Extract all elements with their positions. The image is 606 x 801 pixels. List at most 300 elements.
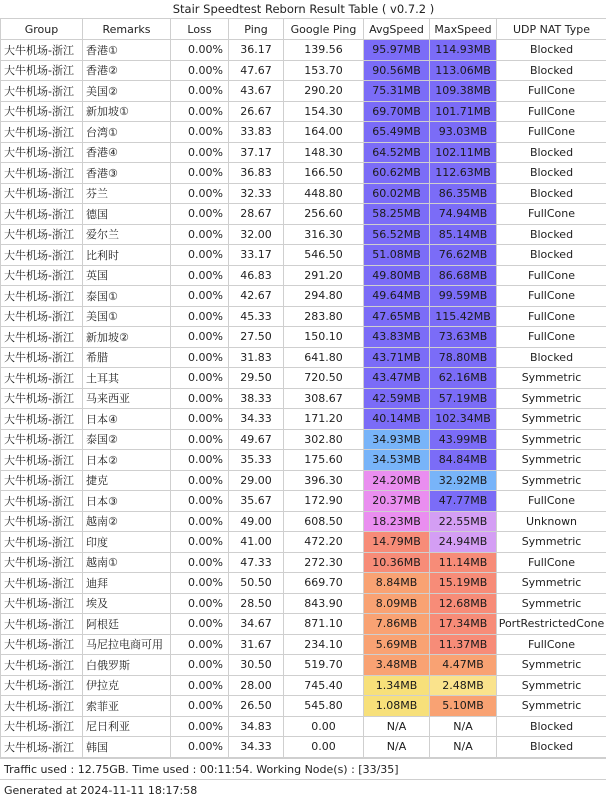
cell-avg-speed: 95.97MB — [364, 40, 430, 61]
cell-ping: 34.83 — [229, 716, 284, 737]
cell-ping: 50.50 — [229, 573, 284, 594]
cell-ping: 34.33 — [229, 737, 284, 758]
table-row — [1, 511, 606, 532]
cell-avg-speed: 34.93MB — [364, 429, 430, 450]
cell-group: 大牛机场-浙江 — [1, 265, 83, 286]
cell-group: 大牛机场-浙江 — [1, 40, 83, 61]
cell-loss: 0.00% — [171, 142, 229, 163]
cell-remarks: 新加坡① — [83, 101, 171, 122]
cell-avg-speed: 3.48MB — [364, 655, 430, 676]
cell-max-speed: 113.06MB — [430, 60, 497, 81]
cell-udp-nat-type: FullCone — [497, 552, 606, 573]
cell-loss: 0.00% — [171, 491, 229, 512]
cell-avg-speed: 47.65MB — [364, 306, 430, 327]
cell-group: 大牛机场-浙江 — [1, 60, 83, 81]
cell-max-speed: 101.71MB — [430, 101, 497, 122]
cell-udp-nat-type: Blocked — [497, 142, 606, 163]
cell-udp-nat-type: FullCone — [497, 327, 606, 348]
cell-remarks: 日本④ — [83, 409, 171, 430]
cell-google-ping: 545.80 — [284, 696, 364, 717]
cell-ping: 43.67 — [229, 81, 284, 102]
cell-avg-speed: 34.53MB — [364, 450, 430, 471]
table-row — [1, 245, 606, 266]
cell-loss: 0.00% — [171, 327, 229, 348]
cell-avg-speed: 14.79MB — [364, 532, 430, 553]
cell-avg-speed: 10.36MB — [364, 552, 430, 573]
cell-remarks: 比利时 — [83, 245, 171, 266]
cell-ping: 45.33 — [229, 306, 284, 327]
cell-loss: 0.00% — [171, 552, 229, 573]
cell-google-ping: 745.40 — [284, 675, 364, 696]
cell-loss: 0.00% — [171, 368, 229, 389]
cell-max-speed: 84.84MB — [430, 450, 497, 471]
cell-google-ping: 316.30 — [284, 224, 364, 245]
cell-group: 大牛机场-浙江 — [1, 122, 83, 143]
cell-ping: 36.83 — [229, 163, 284, 184]
table-row — [1, 122, 606, 143]
cell-google-ping: 0.00 — [284, 737, 364, 758]
cell-avg-speed: 7.86MB — [364, 614, 430, 635]
cell-udp-nat-type: Symmetric — [497, 450, 606, 471]
cell-ping: 28.00 — [229, 675, 284, 696]
cell-loss: 0.00% — [171, 265, 229, 286]
cell-google-ping: 175.60 — [284, 450, 364, 471]
cell-max-speed: 102.11MB — [430, 142, 497, 163]
cell-ping: 26.67 — [229, 101, 284, 122]
cell-max-speed: N/A — [430, 737, 497, 758]
cell-max-speed: 43.99MB — [430, 429, 497, 450]
cell-avg-speed: 43.83MB — [364, 327, 430, 348]
cell-google-ping: 720.50 — [284, 368, 364, 389]
cell-ping: 28.67 — [229, 204, 284, 225]
cell-group: 大牛机场-浙江 — [1, 204, 83, 225]
cell-avg-speed: 20.37MB — [364, 491, 430, 512]
cell-group: 大牛机场-浙江 — [1, 368, 83, 389]
cell-remarks: 新加坡② — [83, 327, 171, 348]
footer-traffic: Traffic used : 12.75GB. Time used : 00:11:54. Working Node(s) : [33/35] — [0, 758, 606, 779]
table-title: Stair Speedtest Reborn Result Table ( v0.7.2 ) — [1, 0, 606, 19]
cell-remarks: 马尼拉电商可用 — [83, 634, 171, 655]
header-row — [1, 19, 606, 40]
cell-google-ping: 256.60 — [284, 204, 364, 225]
table-row — [1, 327, 606, 348]
table-row — [1, 347, 606, 368]
cell-max-speed: 112.63MB — [430, 163, 497, 184]
cell-loss: 0.00% — [171, 593, 229, 614]
table-row — [1, 470, 606, 491]
cell-ping: 41.00 — [229, 532, 284, 553]
cell-remarks: 尼日利亚 — [83, 716, 171, 737]
cell-avg-speed: 75.31MB — [364, 81, 430, 102]
cell-ping: 35.67 — [229, 491, 284, 512]
cell-loss: 0.00% — [171, 511, 229, 532]
cell-loss: 0.00% — [171, 163, 229, 184]
cell-group: 大牛机场-浙江 — [1, 696, 83, 717]
cell-google-ping: 641.80 — [284, 347, 364, 368]
cell-avg-speed: 1.08MB — [364, 696, 430, 717]
cell-remarks: 印度 — [83, 532, 171, 553]
cell-ping: 38.33 — [229, 388, 284, 409]
cell-avg-speed: 18.23MB — [364, 511, 430, 532]
cell-remarks: 白俄罗斯 — [83, 655, 171, 676]
cell-max-speed: 11.37MB — [430, 634, 497, 655]
cell-max-speed: 2.48MB — [430, 675, 497, 696]
header-google-ping: Google Ping — [284, 19, 364, 40]
cell-remarks: 索菲亚 — [83, 696, 171, 717]
cell-loss: 0.00% — [171, 286, 229, 307]
table-row — [1, 224, 606, 245]
cell-remarks: 香港② — [83, 60, 171, 81]
cell-ping: 49.00 — [229, 511, 284, 532]
cell-loss: 0.00% — [171, 60, 229, 81]
cell-loss: 0.00% — [171, 101, 229, 122]
cell-udp-nat-type: Blocked — [497, 347, 606, 368]
cell-avg-speed: 58.25MB — [364, 204, 430, 225]
cell-udp-nat-type: Symmetric — [497, 675, 606, 696]
cell-google-ping: 234.10 — [284, 634, 364, 655]
cell-udp-nat-type: FullCone — [497, 265, 606, 286]
table-row — [1, 552, 606, 573]
cell-group: 大牛机场-浙江 — [1, 163, 83, 184]
cell-ping: 34.67 — [229, 614, 284, 635]
cell-remarks: 泰国① — [83, 286, 171, 307]
cell-remarks: 泰国② — [83, 429, 171, 450]
cell-max-speed: 32.92MB — [430, 470, 497, 491]
cell-group: 大牛机场-浙江 — [1, 409, 83, 430]
cell-udp-nat-type: Blocked — [497, 224, 606, 245]
cell-udp-nat-type: Blocked — [497, 183, 606, 204]
cell-remarks: 美国① — [83, 306, 171, 327]
cell-loss: 0.00% — [171, 634, 229, 655]
cell-loss: 0.00% — [171, 183, 229, 204]
cell-avg-speed: 24.20MB — [364, 470, 430, 491]
header-avg-speed: AvgSpeed — [364, 19, 430, 40]
table-row — [1, 265, 606, 286]
cell-loss: 0.00% — [171, 737, 229, 758]
cell-udp-nat-type: FullCone — [497, 491, 606, 512]
cell-avg-speed: 60.02MB — [364, 183, 430, 204]
cell-remarks: 香港③ — [83, 163, 171, 184]
cell-group: 大牛机场-浙江 — [1, 142, 83, 163]
cell-google-ping: 150.10 — [284, 327, 364, 348]
cell-avg-speed: 65.49MB — [364, 122, 430, 143]
table-row — [1, 532, 606, 553]
cell-max-speed: 86.35MB — [430, 183, 497, 204]
cell-loss: 0.00% — [171, 347, 229, 368]
cell-ping: 29.00 — [229, 470, 284, 491]
header-group: Group — [1, 19, 83, 40]
cell-loss: 0.00% — [171, 245, 229, 266]
cell-loss: 0.00% — [171, 470, 229, 491]
header-remarks: Remarks — [83, 19, 171, 40]
cell-max-speed: 17.34MB — [430, 614, 497, 635]
cell-max-speed: 47.77MB — [430, 491, 497, 512]
cell-avg-speed: 64.52MB — [364, 142, 430, 163]
cell-avg-speed: 40.14MB — [364, 409, 430, 430]
cell-remarks: 希腊 — [83, 347, 171, 368]
table-row — [1, 716, 606, 737]
cell-max-speed: 114.93MB — [430, 40, 497, 61]
cell-max-speed: 5.10MB — [430, 696, 497, 717]
cell-udp-nat-type: Symmetric — [497, 655, 606, 676]
cell-google-ping: 283.80 — [284, 306, 364, 327]
cell-udp-nat-type: Symmetric — [497, 368, 606, 389]
cell-remarks: 日本② — [83, 450, 171, 471]
table-row — [1, 655, 606, 676]
cell-max-speed: 78.80MB — [430, 347, 497, 368]
cell-avg-speed: 8.84MB — [364, 573, 430, 594]
cell-google-ping: 308.67 — [284, 388, 364, 409]
cell-google-ping: 154.30 — [284, 101, 364, 122]
cell-group: 大牛机场-浙江 — [1, 593, 83, 614]
cell-group: 大牛机场-浙江 — [1, 655, 83, 676]
table-row — [1, 388, 606, 409]
cell-google-ping: 294.80 — [284, 286, 364, 307]
cell-google-ping: 669.70 — [284, 573, 364, 594]
cell-loss: 0.00% — [171, 306, 229, 327]
cell-google-ping: 171.20 — [284, 409, 364, 430]
table-row — [1, 491, 606, 512]
cell-max-speed: 73.63MB — [430, 327, 497, 348]
cell-loss: 0.00% — [171, 40, 229, 61]
cell-ping: 32.33 — [229, 183, 284, 204]
cell-group: 大牛机场-浙江 — [1, 470, 83, 491]
cell-ping: 35.33 — [229, 450, 284, 471]
cell-udp-nat-type: Blocked — [497, 737, 606, 758]
cell-udp-nat-type: FullCone — [497, 204, 606, 225]
cell-group: 大牛机场-浙江 — [1, 634, 83, 655]
cell-avg-speed: 69.70MB — [364, 101, 430, 122]
cell-udp-nat-type: Symmetric — [497, 696, 606, 717]
cell-remarks: 日本③ — [83, 491, 171, 512]
cell-remarks: 越南② — [83, 511, 171, 532]
table-row — [1, 573, 606, 594]
cell-avg-speed: 43.47MB — [364, 368, 430, 389]
cell-group: 大牛机场-浙江 — [1, 450, 83, 471]
table-row — [1, 409, 606, 430]
cell-group: 大牛机场-浙江 — [1, 327, 83, 348]
cell-avg-speed: N/A — [364, 716, 430, 737]
cell-avg-speed: 43.71MB — [364, 347, 430, 368]
cell-max-speed: 115.42MB — [430, 306, 497, 327]
cell-group: 大牛机场-浙江 — [1, 573, 83, 594]
cell-udp-nat-type: Symmetric — [497, 429, 606, 450]
cell-loss: 0.00% — [171, 204, 229, 225]
cell-udp-nat-type: Blocked — [497, 40, 606, 61]
cell-udp-nat-type: FullCone — [497, 634, 606, 655]
cell-group: 大牛机场-浙江 — [1, 81, 83, 102]
cell-google-ping: 272.30 — [284, 552, 364, 573]
cell-udp-nat-type: FullCone — [497, 306, 606, 327]
cell-avg-speed: N/A — [364, 737, 430, 758]
header-ping: Ping — [229, 19, 284, 40]
cell-avg-speed: 56.52MB — [364, 224, 430, 245]
cell-loss: 0.00% — [171, 675, 229, 696]
cell-max-speed: 86.68MB — [430, 265, 497, 286]
cell-group: 大牛机场-浙江 — [1, 429, 83, 450]
cell-remarks: 爱尔兰 — [83, 224, 171, 245]
cell-max-speed: 22.55MB — [430, 511, 497, 532]
table-row — [1, 183, 606, 204]
table-row — [1, 40, 606, 61]
cell-max-speed: 57.19MB — [430, 388, 497, 409]
cell-google-ping: 139.56 — [284, 40, 364, 61]
cell-udp-nat-type: Symmetric — [497, 409, 606, 430]
table-row — [1, 286, 606, 307]
cell-avg-speed: 90.56MB — [364, 60, 430, 81]
cell-loss: 0.00% — [171, 450, 229, 471]
cell-avg-speed: 60.62MB — [364, 163, 430, 184]
cell-remarks: 台湾① — [83, 122, 171, 143]
cell-max-speed: 4.47MB — [430, 655, 497, 676]
cell-max-speed: 74.94MB — [430, 204, 497, 225]
cell-group: 大牛机场-浙江 — [1, 552, 83, 573]
cell-group: 大牛机场-浙江 — [1, 737, 83, 758]
cell-group: 大牛机场-浙江 — [1, 224, 83, 245]
cell-google-ping: 164.00 — [284, 122, 364, 143]
cell-google-ping: 148.30 — [284, 142, 364, 163]
cell-ping: 36.17 — [229, 40, 284, 61]
cell-group: 大牛机场-浙江 — [1, 716, 83, 737]
cell-remarks: 美国② — [83, 81, 171, 102]
cell-loss: 0.00% — [171, 429, 229, 450]
cell-remarks: 香港① — [83, 40, 171, 61]
cell-group: 大牛机场-浙江 — [1, 347, 83, 368]
cell-udp-nat-type: Symmetric — [497, 593, 606, 614]
cell-ping: 27.50 — [229, 327, 284, 348]
cell-max-speed: 12.68MB — [430, 593, 497, 614]
cell-remarks: 迪拜 — [83, 573, 171, 594]
cell-google-ping: 448.80 — [284, 183, 364, 204]
cell-ping: 29.50 — [229, 368, 284, 389]
cell-avg-speed: 42.59MB — [364, 388, 430, 409]
cell-ping: 32.00 — [229, 224, 284, 245]
cell-ping: 33.83 — [229, 122, 284, 143]
cell-avg-speed: 51.08MB — [364, 245, 430, 266]
cell-group: 大牛机场-浙江 — [1, 183, 83, 204]
cell-udp-nat-type: FullCone — [497, 81, 606, 102]
table-row — [1, 368, 606, 389]
cell-remarks: 英国 — [83, 265, 171, 286]
cell-google-ping: 546.50 — [284, 245, 364, 266]
cell-group: 大牛机场-浙江 — [1, 306, 83, 327]
cell-google-ping: 608.50 — [284, 511, 364, 532]
cell-max-speed: 24.94MB — [430, 532, 497, 553]
footer-generated: Generated at 2024-11-11 18:17:58 — [0, 779, 606, 801]
cell-google-ping: 172.90 — [284, 491, 364, 512]
cell-google-ping: 291.20 — [284, 265, 364, 286]
cell-google-ping: 302.80 — [284, 429, 364, 450]
cell-max-speed: N/A — [430, 716, 497, 737]
table-row — [1, 737, 606, 758]
cell-ping: 33.17 — [229, 245, 284, 266]
cell-ping: 31.83 — [229, 347, 284, 368]
cell-max-speed: 15.19MB — [430, 573, 497, 594]
cell-loss: 0.00% — [171, 409, 229, 430]
cell-google-ping: 519.70 — [284, 655, 364, 676]
cell-ping: 37.17 — [229, 142, 284, 163]
cell-ping: 46.83 — [229, 265, 284, 286]
cell-max-speed: 76.62MB — [430, 245, 497, 266]
cell-udp-nat-type: Blocked — [497, 163, 606, 184]
table-row — [1, 142, 606, 163]
cell-max-speed: 62.16MB — [430, 368, 497, 389]
cell-udp-nat-type: Blocked — [497, 60, 606, 81]
table-row — [1, 696, 606, 717]
table-row — [1, 614, 606, 635]
cell-group: 大牛机场-浙江 — [1, 532, 83, 553]
cell-udp-nat-type: FullCone — [497, 101, 606, 122]
cell-remarks: 德国 — [83, 204, 171, 225]
cell-avg-speed: 49.80MB — [364, 265, 430, 286]
cell-max-speed: 93.03MB — [430, 122, 497, 143]
cell-max-speed: 85.14MB — [430, 224, 497, 245]
cell-loss: 0.00% — [171, 532, 229, 553]
header-loss: Loss — [171, 19, 229, 40]
cell-loss: 0.00% — [171, 122, 229, 143]
cell-udp-nat-type: PortRestrictedCone — [497, 614, 606, 635]
cell-google-ping: 153.70 — [284, 60, 364, 81]
table-row — [1, 306, 606, 327]
cell-group: 大牛机场-浙江 — [1, 491, 83, 512]
cell-udp-nat-type: Symmetric — [497, 532, 606, 553]
cell-google-ping: 166.50 — [284, 163, 364, 184]
cell-remarks: 埃及 — [83, 593, 171, 614]
table-row — [1, 60, 606, 81]
cell-loss: 0.00% — [171, 224, 229, 245]
cell-avg-speed: 1.34MB — [364, 675, 430, 696]
cell-ping: 47.67 — [229, 60, 284, 81]
cell-ping: 30.50 — [229, 655, 284, 676]
cell-udp-nat-type: Unknown — [497, 511, 606, 532]
cell-remarks: 阿根廷 — [83, 614, 171, 635]
cell-google-ping: 843.90 — [284, 593, 364, 614]
cell-group: 大牛机场-浙江 — [1, 511, 83, 532]
cell-max-speed: 102.34MB — [430, 409, 497, 430]
cell-remarks: 马来西亚 — [83, 388, 171, 409]
cell-avg-speed: 8.09MB — [364, 593, 430, 614]
cell-loss: 0.00% — [171, 573, 229, 594]
cell-avg-speed: 49.64MB — [364, 286, 430, 307]
cell-udp-nat-type: FullCone — [497, 122, 606, 143]
table-row — [1, 429, 606, 450]
cell-ping: 34.33 — [229, 409, 284, 430]
table-row — [1, 675, 606, 696]
cell-max-speed: 11.14MB — [430, 552, 497, 573]
cell-ping: 47.33 — [229, 552, 284, 573]
cell-google-ping: 871.10 — [284, 614, 364, 635]
cell-udp-nat-type: Symmetric — [497, 470, 606, 491]
cell-remarks: 土耳其 — [83, 368, 171, 389]
table-row — [1, 163, 606, 184]
cell-group: 大牛机场-浙江 — [1, 245, 83, 266]
cell-remarks: 捷克 — [83, 470, 171, 491]
header-udp-nat-type: UDP NAT Type — [497, 19, 606, 40]
cell-loss: 0.00% — [171, 655, 229, 676]
cell-ping: 31.67 — [229, 634, 284, 655]
cell-avg-speed: 5.69MB — [364, 634, 430, 655]
cell-ping: 26.50 — [229, 696, 284, 717]
cell-loss: 0.00% — [171, 614, 229, 635]
cell-loss: 0.00% — [171, 716, 229, 737]
cell-group: 大牛机场-浙江 — [1, 286, 83, 307]
table-row — [1, 81, 606, 102]
table-row — [1, 101, 606, 122]
cell-google-ping: 472.20 — [284, 532, 364, 553]
cell-remarks: 越南① — [83, 552, 171, 573]
cell-ping: 42.67 — [229, 286, 284, 307]
cell-remarks: 伊拉克 — [83, 675, 171, 696]
